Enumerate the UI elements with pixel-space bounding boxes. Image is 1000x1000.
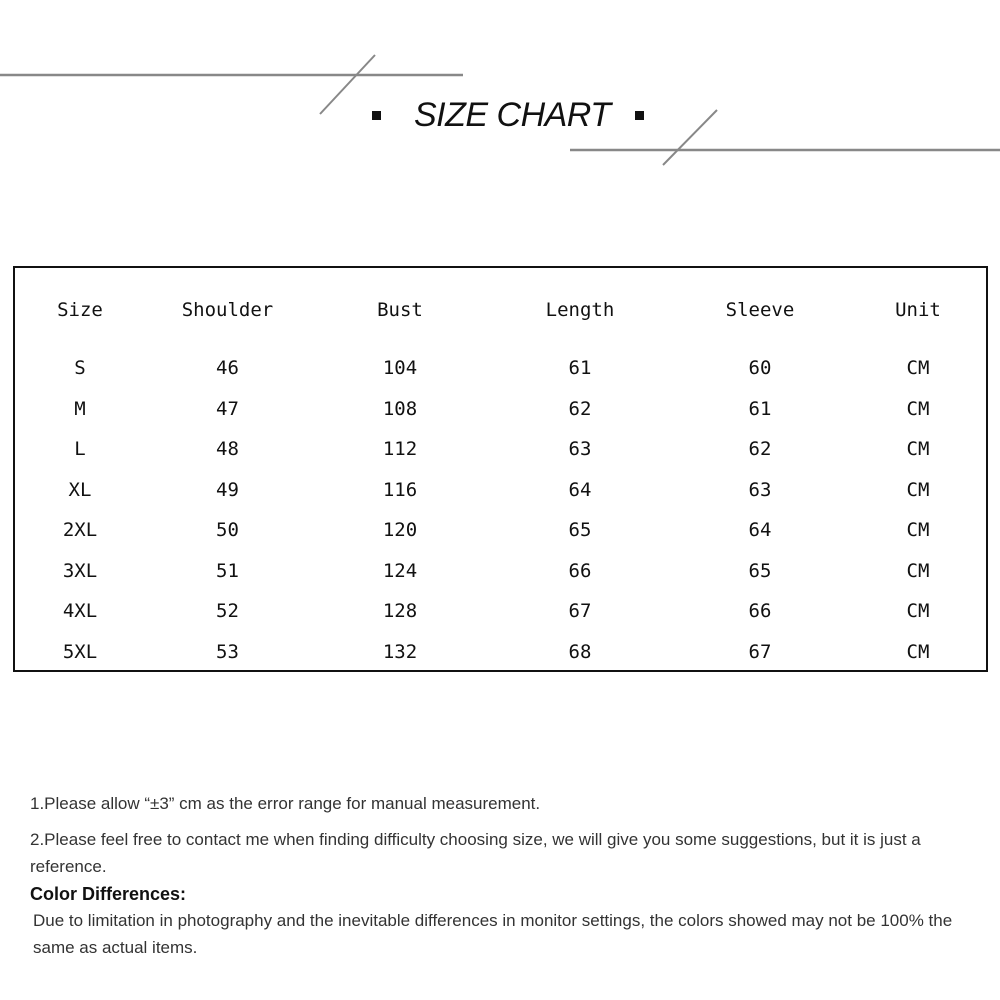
table-row xyxy=(15,389,986,430)
cell-shoulder: 50 xyxy=(216,519,239,542)
title-group xyxy=(372,92,662,138)
table-row xyxy=(15,470,986,511)
cell-length: 65 xyxy=(568,519,592,542)
cell-unit: CM xyxy=(906,357,930,380)
cell-shoulder: 51 xyxy=(216,559,239,582)
column-header-length: Length xyxy=(545,299,615,321)
column-header-bust: Bust xyxy=(377,299,423,321)
cell-unit: CM xyxy=(906,478,930,501)
header-banner xyxy=(0,0,1000,200)
table-row xyxy=(15,429,986,470)
cell-shoulder: 53 xyxy=(216,640,239,663)
bottom-right-slash xyxy=(663,110,717,165)
cell-sleeve: 62 xyxy=(748,438,772,461)
cell-unit: CM xyxy=(906,640,930,663)
cell-bust: 124 xyxy=(382,559,418,582)
cell-length: 66 xyxy=(568,559,592,582)
cell-bust: 108 xyxy=(382,397,418,420)
cell-shoulder: 49 xyxy=(216,478,239,501)
column-header-unit: Unit xyxy=(895,299,941,321)
cell-sleeve: 67 xyxy=(748,640,772,663)
column-header-shoulder: Shoulder xyxy=(181,299,274,321)
cell-shoulder: 47 xyxy=(216,397,239,420)
cell-size: M xyxy=(74,397,86,420)
note-measurement-error: 1.Please allow “±3” cm as the error range for manual measurement. xyxy=(30,794,541,813)
cell-unit: CM xyxy=(906,438,930,461)
cell-size: L xyxy=(74,438,86,461)
cell-length: 63 xyxy=(568,438,592,461)
cell-sleeve: 64 xyxy=(748,519,772,542)
column-header-size: Size xyxy=(57,299,103,321)
cell-bust: 104 xyxy=(382,357,418,380)
cell-sleeve: 61 xyxy=(748,397,772,420)
cell-size: 4XL xyxy=(62,600,98,623)
cell-shoulder: 48 xyxy=(216,438,239,461)
size-table xyxy=(15,268,986,672)
column-header-sleeve: Sleeve xyxy=(725,299,795,321)
cell-sleeve: 60 xyxy=(748,357,772,380)
cell-size: 3XL xyxy=(62,559,98,582)
cell-length: 64 xyxy=(568,478,592,501)
cell-bust: 120 xyxy=(382,519,418,542)
cell-length: 68 xyxy=(568,640,592,663)
notes-section xyxy=(30,790,985,961)
cell-bust: 112 xyxy=(382,438,418,461)
cell-size: 5XL xyxy=(62,640,98,663)
cell-sleeve: 66 xyxy=(748,600,772,623)
cell-sleeve: 65 xyxy=(748,559,772,582)
cell-length: 67 xyxy=(568,600,592,623)
cell-size: XL xyxy=(68,478,92,501)
header-spacer xyxy=(15,332,986,348)
table-header-row xyxy=(15,268,986,332)
square-bullet-icon xyxy=(635,111,644,120)
cell-unit: CM xyxy=(906,519,930,542)
table-row xyxy=(15,591,986,632)
cell-bust: 128 xyxy=(382,600,418,623)
note-contact-seller: 2.Please feel free to contact me when finding difficulty choosing size, we will give you some suggestions, but it is just a reference. xyxy=(30,830,921,876)
cell-unit: CM xyxy=(906,397,930,420)
cell-unit: CM xyxy=(906,559,930,582)
color-differences-heading: Color Differences: xyxy=(30,884,187,904)
page-title: SIZE CHART xyxy=(414,95,611,134)
cell-unit: CM xyxy=(906,600,930,623)
table-row xyxy=(15,510,986,551)
table-row xyxy=(15,551,986,592)
table-row xyxy=(15,632,986,673)
size-table-frame xyxy=(13,266,988,672)
cell-shoulder: 46 xyxy=(216,357,239,380)
cell-sleeve: 63 xyxy=(748,478,772,501)
table-row xyxy=(15,348,986,389)
cell-length: 62 xyxy=(568,397,592,420)
cell-shoulder: 52 xyxy=(216,600,239,623)
top-left-slash xyxy=(320,55,375,114)
cell-bust: 116 xyxy=(382,478,418,501)
color-differences-text: Due to limitation in photography and the inevitable differences in monitor settings, the colors showed may not be 100% the same as actual items. xyxy=(33,911,953,957)
cell-size: S xyxy=(74,357,86,380)
square-bullet-icon xyxy=(372,111,381,120)
cell-length: 61 xyxy=(568,357,592,380)
cell-size: 2XL xyxy=(62,519,98,542)
cell-bust: 132 xyxy=(382,640,418,663)
